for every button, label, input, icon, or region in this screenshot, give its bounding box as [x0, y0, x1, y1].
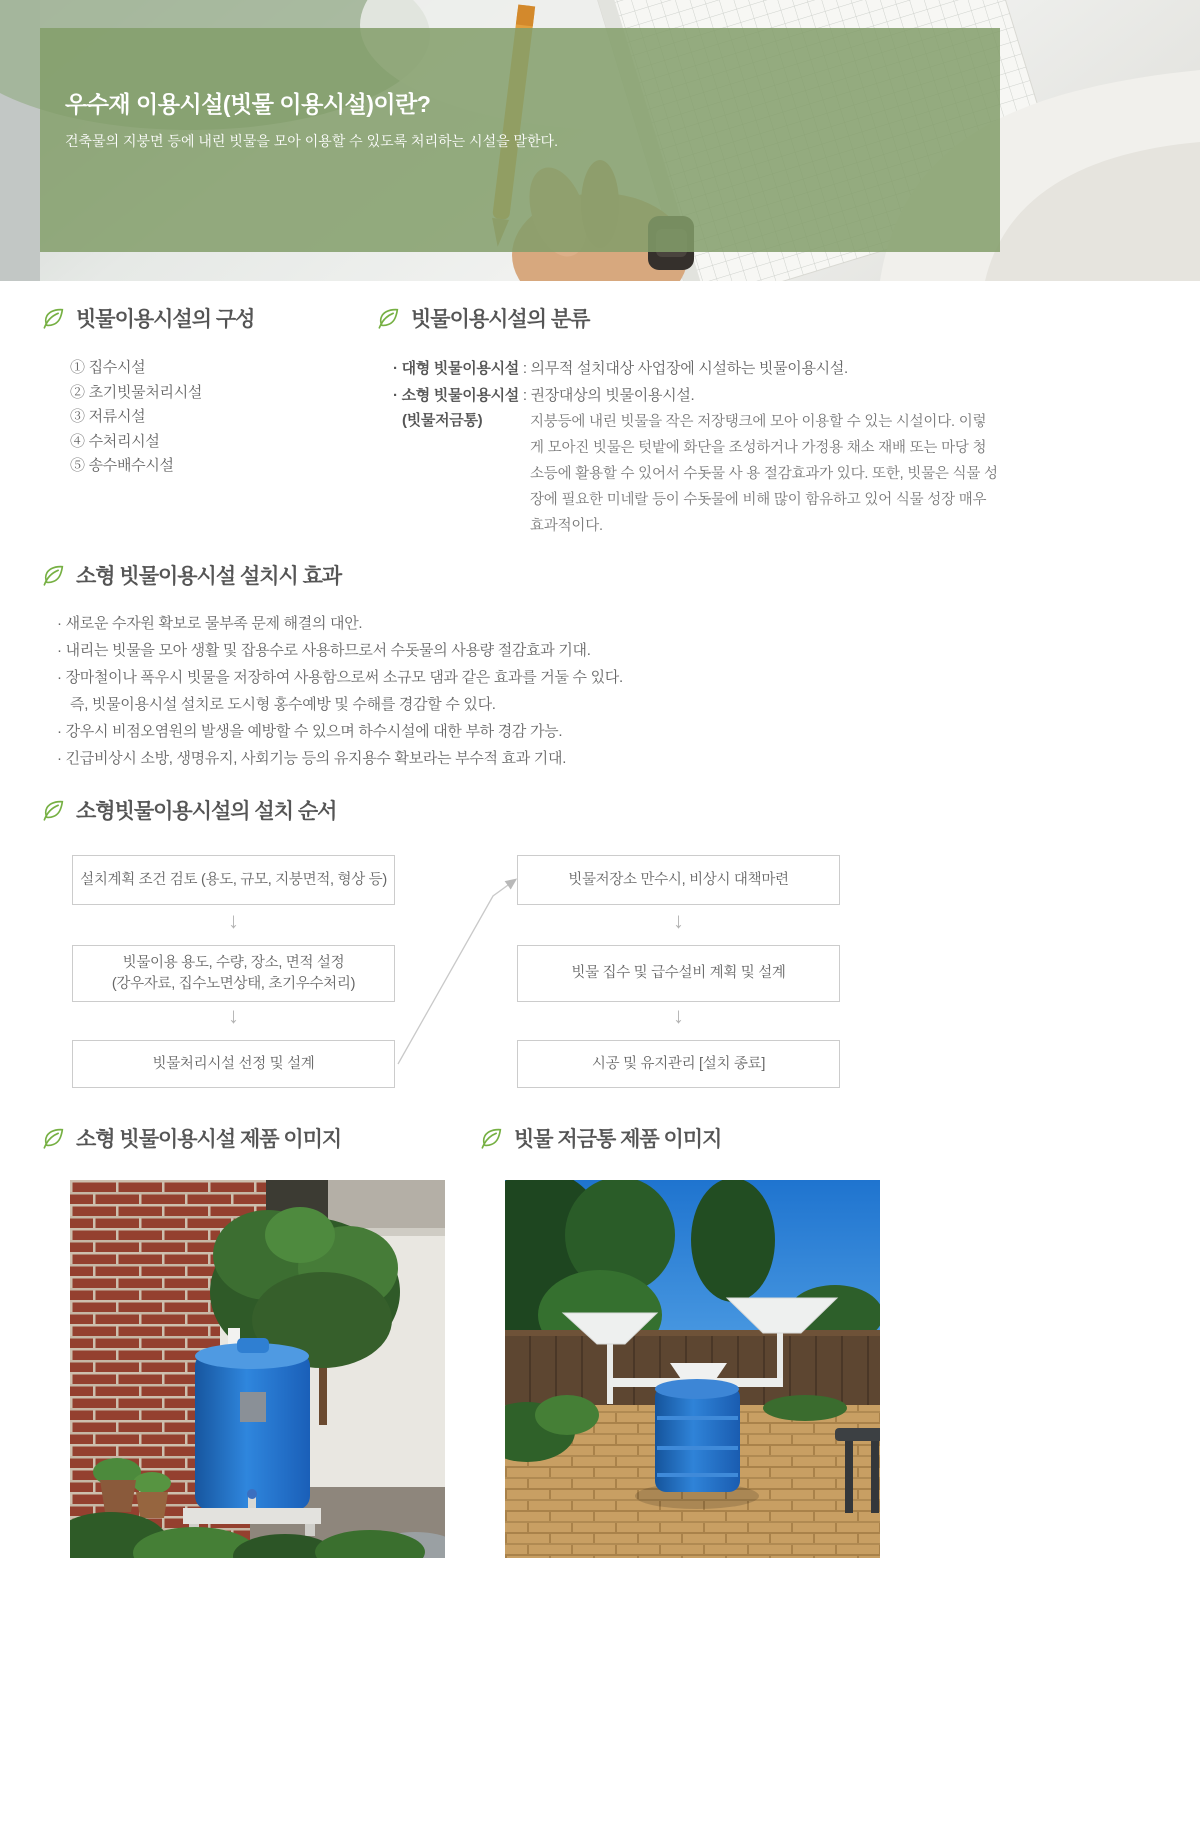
section-title: 빗물이용시설의 분류 [411, 308, 590, 331]
hero-banner [0, 0, 1200, 281]
effect-bullet: · 긴급비상시 소방, 생명유지, 사회기능 등의 유지용수 확보라는 부수적 효과 기대. [57, 750, 567, 767]
flow-step-text: 빗물이용 용도, 수량, 장소, 면적 설정 [122, 954, 345, 971]
down-arrow-icon: ↓ [228, 908, 239, 933]
flow-step-overflow-plan [517, 855, 840, 905]
section-header-process [40, 795, 336, 825]
leaf-icon [478, 1125, 505, 1152]
rain-bank-sub-label: (빗물저금통) [402, 412, 483, 429]
leaf-icon [40, 562, 67, 589]
flow-step-plan-review [72, 855, 395, 905]
flow-step-text: 설치계획 조건 검토 (용도, 규모, 지붕면적, 형상 등) [80, 871, 387, 888]
hero-overlay [40, 28, 1000, 252]
flow-step-usage-setting [72, 945, 395, 1002]
leaf-icon [40, 1125, 67, 1152]
flow-step-treatment-design [72, 1040, 395, 1088]
flow-step-text: 빗물저장소 만수시, 비상시 대책마련 [568, 871, 789, 888]
effect-bullet-continuation: 즉, 빗물이용시설 설치로 도시형 홍수예방 및 수해를 경감할 수 있다. [70, 696, 496, 713]
section-title: 소형빗물이용시설의 설치 순서 [76, 800, 337, 823]
leaf-icon [40, 305, 67, 332]
list-item: ⑤ 송수배수시설 [70, 457, 174, 474]
flow-step-text: 빗물처리시설 선정 및 설계 [152, 1055, 315, 1072]
section-header-composition [40, 303, 254, 333]
section-title: 소형 빗물이용시설 제품 이미지 [76, 1128, 342, 1151]
flow-step-text: (강우자료, 집수노면상태, 초기우수처리) [111, 975, 356, 992]
effect-bullet: · 장마철이나 폭우시 빗물을 저장하여 사용함으로써 소규모 댐과 같은 효과를 거둘 수 있다. [57, 669, 623, 686]
section-header-effects [40, 560, 341, 590]
flow-connector-arrow [397, 866, 523, 1072]
list-item: ④ 수처리시설 [70, 432, 160, 450]
section-header-product-small [40, 1123, 341, 1153]
classification-rows [393, 355, 848, 409]
section-title: 빗물 저금통 제품 이미지 [514, 1128, 722, 1151]
flow-step-supply-design [517, 945, 840, 1002]
section-header-classification [375, 303, 589, 333]
leaf-icon [375, 305, 402, 332]
classification-row-large [393, 355, 848, 382]
flow-step-construction [517, 1040, 840, 1088]
effect-bullet: · 새로운 수자원 확보로 물부족 문제 해결의 대안. [57, 615, 363, 632]
down-arrow-icon: ↓ [673, 1003, 684, 1028]
effects-list [57, 610, 623, 772]
section-title: 소형 빗물이용시설 설치시 효과 [76, 565, 342, 588]
effect-bullet: · 내리는 빗물을 모아 생활 및 잡용수로 사용하므로서 수돗물의 사용량 절감효과 기대. [57, 642, 591, 659]
classification-label: · 소형 빗물이용시설 [393, 387, 519, 404]
down-arrow-icon: ↓ [673, 908, 684, 933]
flow-step-text: 빗물 집수 및 급수설비 계획 및 설계 [571, 965, 786, 981]
down-arrow-icon: ↓ [228, 1003, 239, 1028]
section-header-product-bank [478, 1123, 721, 1153]
classification-row-small [393, 382, 848, 409]
list-item: ③ 저류시설 [70, 408, 146, 425]
classification-desc: : 의무적 설치대상 사업장에 시설하는 빗물이용시설. [518, 360, 848, 377]
rain-barrel-photo [505, 1180, 880, 1558]
composition-list [70, 356, 202, 479]
section-title: 빗물이용시설의 구성 [76, 308, 255, 331]
flow-step-text: 시공 및 유지관리 [설치 종료] [591, 1055, 766, 1072]
hero-title: 우수재 이용시설(빗물 이용시설)이란? [65, 91, 431, 117]
list-item: ② 초기빗물처리시설 [70, 383, 203, 401]
classification-label: · 대형 빗물이용시설 [393, 360, 519, 377]
rain-bank-paragraph: 지붕등에 내린 빗물을 작은 저장탱크에 모아 이용할 수 있는 시설이다. 이렇게 모아진 빗물은 텃밭에 화단을 조성하거나 가정용 채소 재배 또는 마당 청소등에 활용할 수 있어서 수돗물 사 용 절감효과가 있다. 또한, 빗물은 식물 성장에 필요한 미네랄 등이 수돗물에 비해 많이 함유하고 있어 식물 성장 매우 효과적이다. [530, 414, 998, 534]
small-facility-photo [70, 1180, 445, 1558]
list-item: ① 집수시설 [70, 359, 146, 376]
effect-bullet: · 강우시 비점오염원의 발생을 예방할 수 있으며 하수시설에 대한 부하 경감 가능. [57, 723, 563, 740]
classification-desc: : 권장대상의 빗물이용시설. [518, 387, 695, 404]
hero-description: 건축물의 지붕면 등에 내린 빗물을 모아 이용할 수 있도록 처리하는 시설을 말한다. [65, 133, 558, 149]
leaf-icon [40, 797, 67, 824]
